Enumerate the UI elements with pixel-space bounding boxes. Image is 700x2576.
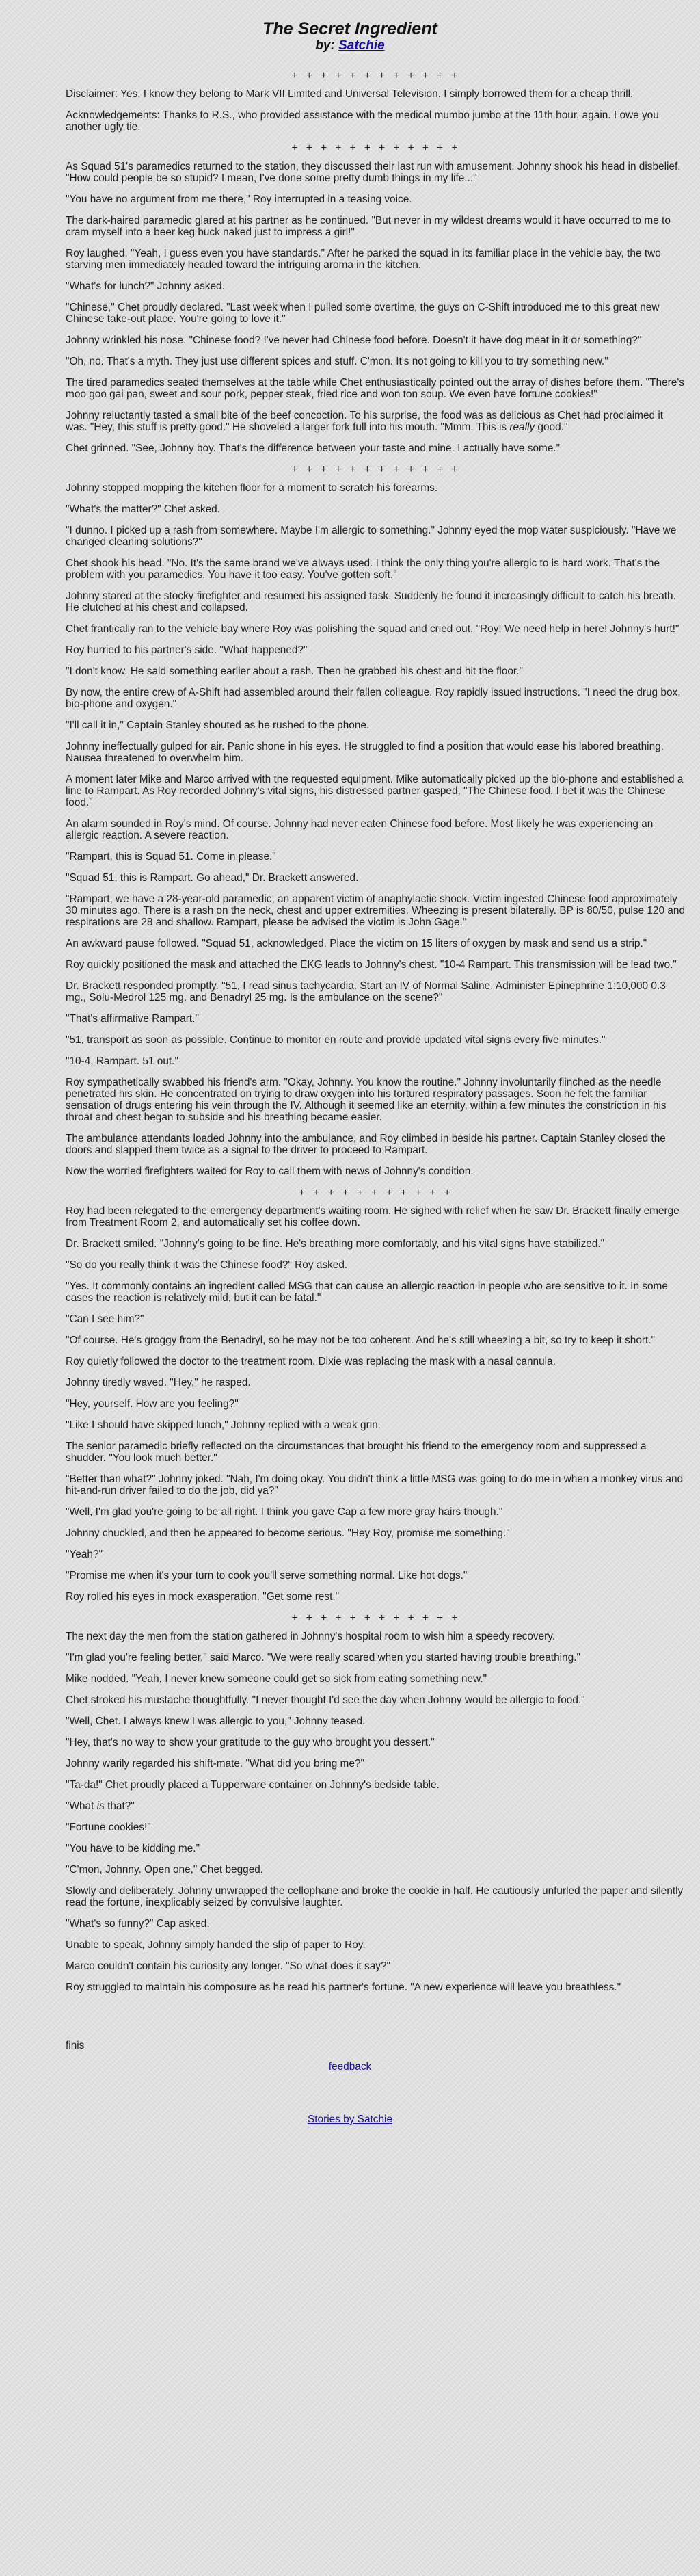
paragraph-text: Johnny tiredly waved. "Hey," he rasped.: [66, 1377, 251, 1389]
story-paragraph: [66, 377, 686, 400]
story-paragraph: [66, 1918, 686, 1930]
story-paragraph: [66, 1716, 686, 1727]
paragraph-text: "You have to be kidding me.": [66, 1843, 200, 1854]
paragraph-text: "Hey, that's no way to show your gratitude to the guy who brought you dessert.": [66, 1737, 435, 1748]
story-paragraph: [66, 503, 686, 515]
paragraph-text: Dr. Brackett responded promptly. "51, I read sinus tachycardia. Start an IV of Normal Saline. Administer Epinephrine 1:10,000 0.3 mg., Solu-Medrol 125 mg. and Benadryl 25 mg. Is the ambulance on the scene?": [66, 980, 666, 1003]
story-paragraph: [66, 1570, 686, 1581]
story-paragraph: [66, 1441, 686, 1464]
paragraph-text: "Can I see him?": [66, 1313, 144, 1325]
story-paragraph: [66, 687, 686, 710]
story-paragraph: [66, 1238, 686, 1250]
paragraph-text: The next day the men from the station gathered in Johnny's hospital room to wish him a speedy recovery.: [66, 1631, 556, 1642]
story-paragraph: [66, 590, 686, 614]
paragraph-text: Johnny reluctantly tasted a small bite of the beef concoction. To his surprise, the food was as delicious as Chet had proclaimed it was. "Hey, this stuff is pretty good." He shoveled a larger fork full into his mouth. "Mmm. This is: [66, 410, 664, 433]
paragraph-text: Acknowledgements: Thanks to R.S., who provided assistance with the medical mumbo jumbo at the 11th hour, again. I owe you another ugly tie.: [66, 109, 659, 133]
story-paragraph: [66, 88, 686, 100]
paragraph-text: Roy had been relegated to the emergency department's waiting room. He sighed with relief when he saw Dr. Brackett finally emerge from Treatment Room 2, and automatically set his coffee down.: [66, 1205, 679, 1228]
paragraph-text: Chet grinned. "See, Johnny boy. That's the difference between your taste and mine. I actually have some.": [66, 443, 561, 454]
story-paragraph: [66, 1356, 686, 1367]
paragraph-text: + + + + + + + + + + + +: [291, 70, 461, 81]
paragraph-text: "Rampart, we have a 28-year-old paramedic, an apparent victim of anaphylactic shock. Victim ingested Chinese food approximately 30 minutes ago. There is a rash on the neck, chest and upper extremities. Wheezing is present bilaterally. BP is 80/50, pulse 120 and respirations are 28 and shallow. Rampart, please be advised the victim is John Gage.": [66, 893, 686, 928]
story-paragraph: [66, 215, 686, 238]
paragraph-text: "You have no argument from me there," Roy interrupted in a teasing voice.: [66, 194, 412, 205]
story-paragraph: [66, 410, 686, 433]
paragraph-text: "Well, I'm glad you're going to be all right. I think you gave Cap a few more gray hairs though.": [66, 1506, 503, 1518]
emphasis-text: is: [96, 1800, 105, 1812]
stories-row: [0, 2114, 700, 2125]
paragraph-text: The senior paramedic briefly reflected on the circumstances that brought his friend to the emergency room and suppressed a shudder. "You look much better.": [66, 1441, 647, 1464]
paragraph-text: "Of course. He's groggy from the Benadryl, so he may not be too coherent. And he's still wheezing a bit, so try to keep it short.": [66, 1335, 656, 1346]
story-paragraph: [66, 1419, 686, 1431]
paragraph-text: "Oh, no. That's a myth. They just use different spices and stuff. C'mon. It's not going to kill you to try something new.": [66, 356, 608, 367]
paragraph-text: Johnny ineffectually gulped for air. Panic shone in his eyes. He struggled to find a position that would ease his labored breathing. Nausea threatened to overwhelm him.: [66, 741, 664, 764]
paragraph-text: "Squad 51, this is Rampart. Go ahead," Dr. Brackett answered.: [66, 872, 359, 884]
story-paragraph: [66, 741, 686, 764]
paragraph-text: that?": [104, 1800, 135, 1812]
story-paragraph: [66, 280, 686, 292]
paragraph-text: "What: [66, 1800, 97, 1812]
paragraph-text: "Yeah?": [66, 1549, 103, 1560]
paragraph-text: "Chinese," Chet proudly declared. "Last week when I pulled some overtime, the guys on C-Shift introduced me to this great new Chinese take-out place. You're going to love it.": [66, 302, 660, 325]
story-paragraph: [66, 774, 686, 809]
paragraph-text: Roy struggled to maintain his composure as he read his partner's fortune. "A new experience will leave you breathless.": [66, 1982, 621, 1993]
story-paragraph: [66, 1843, 686, 1854]
story-paragraph: [66, 482, 686, 494]
story-paragraph: [66, 1398, 686, 1410]
paragraph-text: Roy rolled his eyes in mock exasperation. "Get some rest.": [66, 1591, 340, 1603]
paragraph-text: Roy hurried to his partner's side. "What happened?": [66, 644, 308, 656]
paragraph-text: + + + + + + + + + + + +: [291, 142, 461, 154]
emphasis-text: really: [509, 421, 535, 433]
story-body: [66, 70, 686, 1993]
paragraph-text: By now, the entire crew of A-Shift had assembled around their fallen colleague. Roy rapidly issued instructions. "I need the drug box, bio-phone and oxygen.": [66, 687, 681, 710]
story-paragraph: [66, 644, 686, 656]
paragraph-text: "That's affirmative Rampart.": [66, 1013, 199, 1025]
story-paragraph: [66, 1694, 686, 1706]
paragraph-text: Unable to speak, Johnny simply handed the slip of paper to Roy.: [66, 1939, 366, 1951]
section-separator: [66, 1612, 686, 1624]
feedback-link[interactable]: feedback: [328, 2061, 372, 2073]
story-paragraph: [66, 1549, 686, 1560]
story-paragraph: [66, 109, 686, 133]
paragraph-text: Chet stroked his mustache thoughtfully. "I never thought I'd see the day when Johnny would be allergic to food.": [66, 1694, 585, 1706]
story-paragraph: [66, 1800, 686, 1812]
story-paragraph: [66, 1166, 686, 1177]
story-paragraph: [66, 720, 686, 731]
story-paragraph: [66, 334, 686, 346]
story-paragraph: [66, 1133, 686, 1156]
story-paragraph: [66, 1652, 686, 1664]
paragraph-text: "What's for lunch?" Johnny asked.: [66, 280, 225, 292]
story-paragraph: [66, 1013, 686, 1025]
paragraph-text: Roy sympathetically swabbed his friend's arm. "Okay, Johnny. You know the routine." Johnny involuntarily flinched as the needle penetrated his skin. He concentrated on trying to draw oxygen into his tortured respiratory passages. Soon he felt the familiar sensation of drugs entering his vein through the IV. Although it seemed like an eternity, within a few minutes the constriction in his throat and chest began to subside and his breathing became easier.: [66, 1077, 667, 1123]
paragraph-text: Chet frantically ran to the vehicle bay where Roy was polishing the squad and cried out. "Roy! We need help in here! Johnny's hurt!": [66, 623, 679, 635]
story-paragraph: [66, 1527, 686, 1539]
paragraph-text: "I'm glad you're feeling better," said Marco. "We were really scared when you started having trouble breathing.": [66, 1652, 580, 1664]
story-byline: [0, 38, 700, 53]
paragraph-text: Marco couldn't contain his curiosity any longer. "So what does it say?": [66, 1960, 390, 1972]
paragraph-text: Johnny warily regarded his shift-mate. "What did you bring me?": [66, 1758, 364, 1770]
paragraph-text: Johnny chuckled, and then he appeared to become serious. "Hey Roy, promise me something.": [66, 1527, 510, 1539]
story-paragraph: [66, 1939, 686, 1951]
story-paragraph: [66, 1960, 686, 1972]
paragraph-text: Slowly and deliberately, Johnny unwrapped the cellophane and broke the cookie in half. He cautiously unfurled the paper and silently read the fortune, inexplicably seized by convulsive laughter.: [66, 1885, 684, 1908]
story-paragraph: [66, 1673, 686, 1685]
paragraph-text: Roy quietly followed the doctor to the treatment room. Dixie was replacing the mask with a nasal cannula.: [66, 1356, 556, 1367]
paragraph-text: "51, transport as soon as possible. Continue to monitor en route and provide updated vital signs every five minutes.": [66, 1034, 606, 1046]
author-link[interactable]: Satchie: [338, 38, 385, 53]
story-paragraph: [66, 1034, 686, 1046]
finis-text: finis: [66, 2040, 85, 2051]
paragraph-text: Dr. Brackett smiled. "Johnny's going to be fine. He's breathing more comfortably, and his vital signs have stabilized.": [66, 1238, 605, 1250]
story-paragraph: [66, 1205, 686, 1228]
story-paragraph: [66, 1822, 686, 1833]
paragraph-text: An alarm sounded in Roy's mind. Of course. Johnny had never eaten Chinese food before. Most likely he was experiencing an allergic reaction. A severe reaction.: [66, 818, 654, 841]
story-paragraph: [66, 1506, 686, 1518]
section-separator: [66, 464, 686, 475]
paragraph-text: Disclaimer: Yes, I know they belong to Mark VII Limited and Universal Television. I simply borrowed them for a cheap thrill.: [66, 88, 634, 100]
story-paragraph: [66, 161, 686, 184]
story-paragraph: [66, 1280, 686, 1304]
story-paragraph: [66, 1982, 686, 1993]
paragraph-text: The ambulance attendants loaded Johnny into the ambulance, and Roy climbed in beside his partner. Captain Stanley closed the doors and slapped them twice as a signal to the driver to proceed to Rampart.: [66, 1133, 666, 1156]
story-paragraph: [66, 851, 686, 863]
paragraph-text: An awkward pause followed. "Squad 51, acknowledged. Place the victim on 15 liters of oxygen by mask and send us a strip.": [66, 938, 647, 949]
paragraph-text: "Rampart, this is Squad 51. Come in please.": [66, 851, 276, 863]
paragraph-text: "Fortune cookies!": [66, 1822, 151, 1833]
story-paragraph: [66, 1885, 686, 1908]
story-paragraph: [66, 194, 686, 205]
paragraph-text: Roy laughed. "Yeah, I guess even you have standards." After he parked the squad in its familiar place in the vehicle bay, the two starving men immediately headed toward the intriguing aroma in the kitchen.: [66, 248, 661, 271]
story-paragraph: [66, 1864, 686, 1876]
paragraph-text: Roy quickly positioned the mask and attached the EKG leads to Johnny's chest. "10-4 Rampart. This transmission will be lead two.": [66, 959, 677, 971]
story-paragraph: [66, 1077, 686, 1123]
story-paragraph: [66, 1779, 686, 1791]
story-paragraph: [66, 1591, 686, 1603]
story-paragraph: [66, 525, 686, 548]
feedback-row: [0, 2061, 700, 2073]
story-paragraph: [66, 666, 686, 677]
paragraph-text: + + + + + + + + + + + +: [291, 464, 461, 475]
paragraph-text: "What's so funny?" Cap asked.: [66, 1918, 210, 1930]
story-paragraph: [66, 959, 686, 971]
story-title: The Secret Ingredient: [262, 19, 438, 38]
story-paragraph: [66, 1758, 686, 1770]
paragraph-text: "I dunno. I picked up a rash from somewhere. Maybe I'm allergic to something." Johnny eyed the mop water suspiciously. "Have we changed cleaning solutions?": [66, 525, 677, 548]
paragraph-text: Chet shook his head. "No. It's the same brand we've always used. I think the only thing you're allergic to is hard work. That's the problem with you paramedics. You have it too easy. You've gotten soft.": [66, 557, 660, 581]
story-paragraph: [66, 872, 686, 884]
story-paragraph: [66, 248, 686, 271]
paragraph-text: "Well, Chet. I always knew I was allergic to you," Johnny teased.: [66, 1716, 366, 1727]
paragraph-text: "I don't know. He said something earlier about a rash. Then he grabbed his chest and hit the floor.": [66, 666, 523, 677]
paragraph-text: Johnny stopped mopping the kitchen floor for a moment to scratch his forearms.: [66, 482, 438, 494]
paragraph-text: The dark-haired paramedic glared at his partner as he continued. "But never in my wildest dreams would it have occurred to me to cram myself into a beer keg buck naked just to impress a girl!": [66, 215, 671, 238]
story-paragraph: [66, 302, 686, 325]
section-separator: [66, 1187, 686, 1198]
paragraph-text: + + + + + + + + + + + +: [291, 1612, 461, 1624]
paragraph-text: A moment later Mike and Marco arrived with the requested equipment. Mike automatically picked up the bio-phone and established a line to Rampart. As Roy recorded Johnny's vital signs, his distressed partner gasped, "The Chinese food. I bet it was the Chinese food.": [66, 774, 684, 809]
paragraph-text: "I'll call it in," Captain Stanley shouted as he rushed to the phone.: [66, 720, 370, 731]
story-paragraph: [66, 356, 686, 367]
paragraph-text: "Hey, yourself. How are you feeling?": [66, 1398, 239, 1410]
paragraph-text: Mike nodded. "Yeah, I never knew someone could get so sick from eating something new.": [66, 1673, 487, 1685]
story-paragraph: [66, 1335, 686, 1346]
story-paragraph: [66, 443, 686, 454]
story-paragraph: [66, 1631, 686, 1642]
paragraph-text: Johnny stared at the stocky firefighter and resumed his assigned task. Suddenly he found it increasingly difficult to catch his breath. He clutched at his chest and collapsed.: [66, 590, 676, 614]
paragraph-text: The tired paramedics seated themselves at the table while Chet enthusiastically pointed out the array of dishes before them. "There's moo goo gai pan, sweet and sour pork, pepper steak, fried rice and won ton soup. We even have fortune cookies!": [66, 377, 684, 400]
story-paragraph: [66, 980, 686, 1003]
paragraph-text: "Ta-da!" Chet proudly placed a Tupperware container on Johnny's bedside table.: [66, 1779, 440, 1791]
story-paragraph: [66, 557, 686, 581]
paragraph-text: Now the worried firefighters waited for Roy to call them with news of Johnny's condition.: [66, 1166, 474, 1177]
paragraph-text: "Yes. It commonly contains an ingredient called MSG that can cause an allergic reaction in people who are sensitive to it. In some cases the reaction is relatively mild, but it can be fatal.": [66, 1280, 668, 1304]
paragraph-text: "What's the matter?" Chet asked.: [66, 503, 221, 515]
paragraph-text: "Better than what?" Johnny joked. "Nah, I'm doing okay. You didn't think a little MSG was going to do me in when a monkey virus and hit-and-run driver failed to do the job, did ya?": [66, 1473, 684, 1497]
story-paragraph: [66, 938, 686, 949]
paragraph-text: "Like I should have skipped lunch," Johnny replied with a weak grin.: [66, 1419, 381, 1431]
paragraph-text: "Promise me when it's your turn to cook you'll serve something normal. Like hot dogs.": [66, 1570, 468, 1581]
section-separator: [66, 142, 686, 154]
story-paragraph: [66, 1313, 686, 1325]
byline-label: by:: [315, 38, 335, 53]
paragraph-text: good.": [535, 421, 568, 433]
paragraph-text: Johnny wrinkled his nose. "Chinese food? I've never had Chinese food before. Doesn't it have dog meat in it or something?": [66, 334, 642, 346]
story-paragraph: [66, 818, 686, 841]
paragraph-text: "So do you really think it was the Chinese food?" Roy asked.: [66, 1259, 348, 1271]
story-paragraph: [66, 1259, 686, 1271]
section-separator: [66, 70, 686, 81]
paragraph-text: As Squad 51's paramedics returned to the station, they discussed their last run with amusement. Johnny shook his head in disbelief. "How could people be so stupid? I mean, I've done some pretty dumb things in my life...": [66, 161, 681, 184]
stories-by-satchie-link[interactable]: Stories by Satchie: [307, 2114, 393, 2125]
story-paragraph: [66, 1377, 686, 1389]
paragraph-text: + + + + + + + + + + +: [299, 1187, 453, 1198]
paragraph-text: "10-4, Rampart. 51 out.": [66, 1055, 178, 1067]
story-paragraph: [66, 1055, 686, 1067]
story-paragraph: [66, 623, 686, 635]
story-paragraph: [66, 1473, 686, 1497]
story-header: [0, 0, 700, 53]
paragraph-text: "C'mon, Johnny. Open one," Chet begged.: [66, 1864, 264, 1876]
story-paragraph: [66, 1737, 686, 1748]
story-paragraph: [66, 893, 686, 928]
